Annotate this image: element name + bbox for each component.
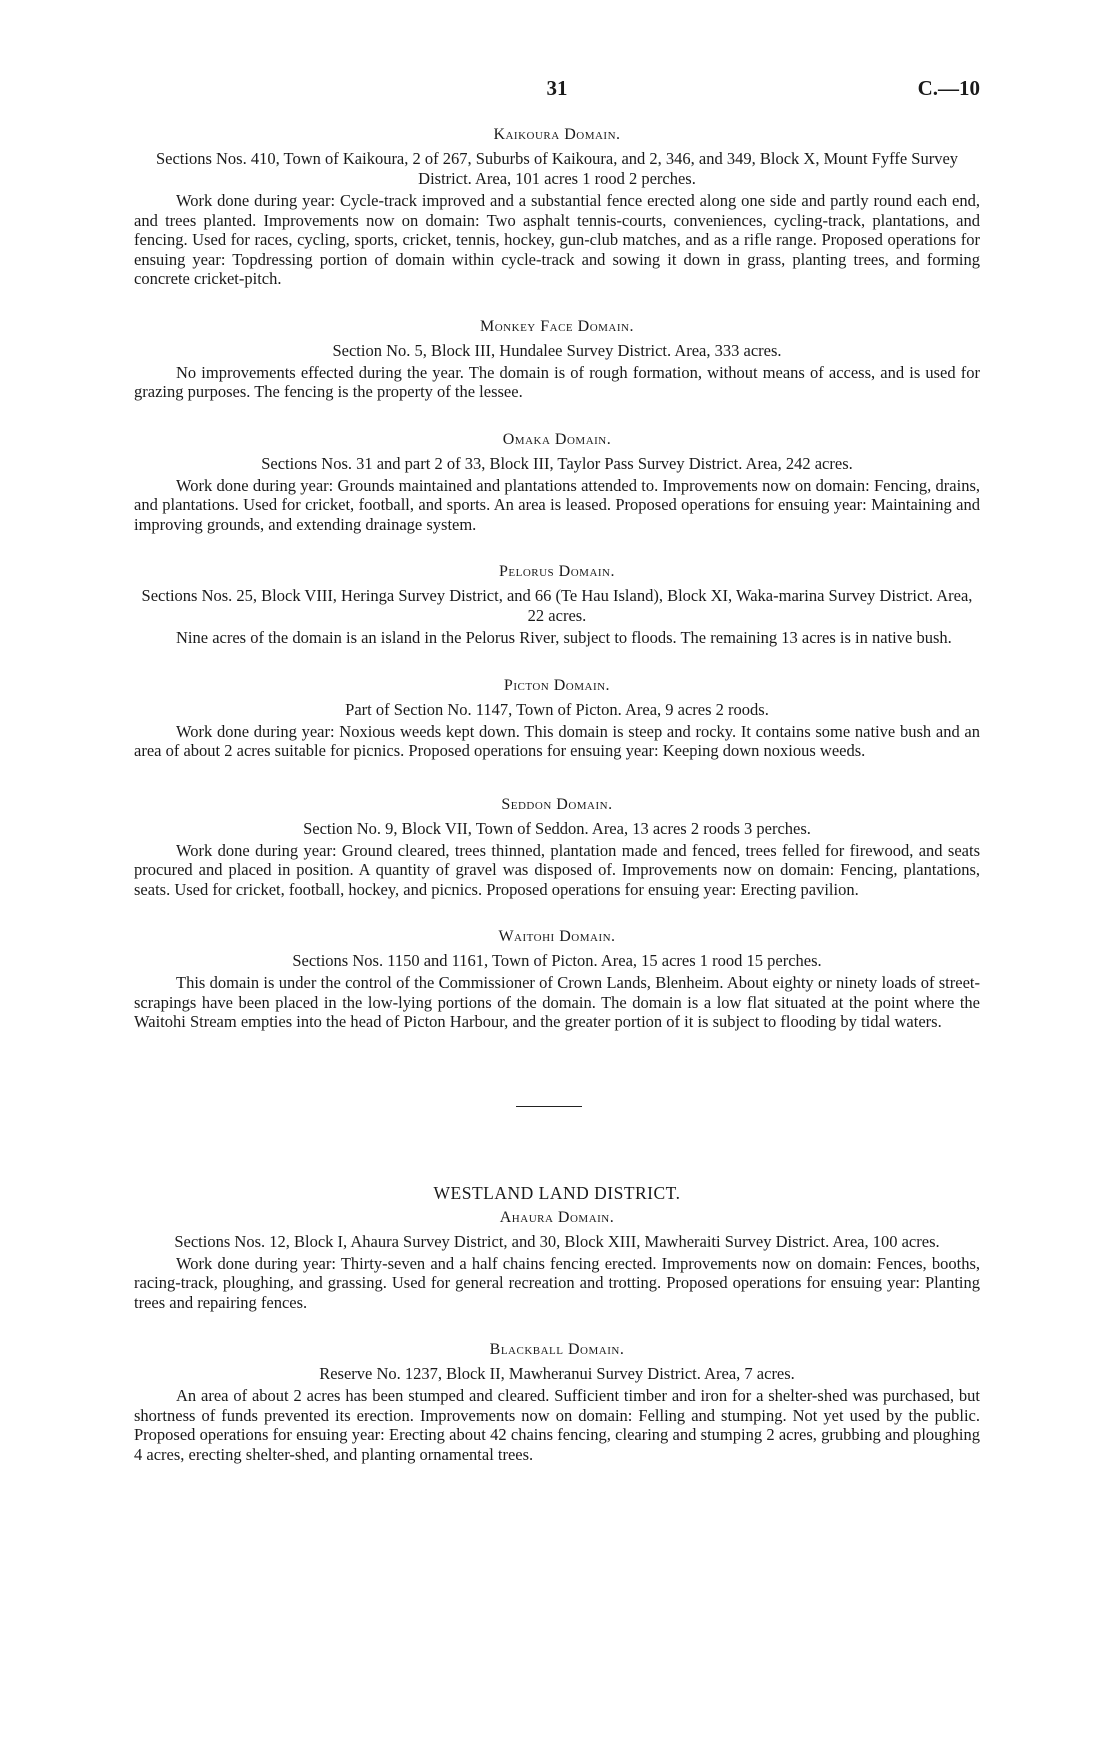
domain-heading: Omaka Domain. [502, 430, 612, 448]
domain-description: An area of about 2 acres has been stumped and cleared. Sufficient timber and iron for a shelter-shed was purchased, but shortness of funds prevented its erection. Improvements now on domain: Felling and stumping. Not yet used by the public. Proposed operations for ensuing year: Erecting about 42 chains fencing, clearing and stumping 2 acres, grubbing and ploughing 4 acres, erecting shelter-shed, and planting ornamental trees. [134, 1386, 980, 1464]
document-reference: C.—10 [917, 76, 980, 100]
section-divider [134, 1032, 980, 1182]
domain-sections-line: Sections Nos. 12, Block I, Ahaura Survey District, and 30, Block XIII, Mawheraiti Survey District. Area, 100 acres. [174, 1231, 940, 1251]
domain-sections-line: Sections Nos. 1150 and 1161, Town of Picton. Area, 15 acres 1 rood 15 perches. [292, 951, 822, 970]
domain-sections-line: Sections Nos. 31 and part 2 of 33, Block III, Taylor Pass Survey District. Area, 242 acres. [261, 453, 853, 473]
domain-entry-pelorus [134, 562, 980, 648]
domain-description: Work done during year: Cycle-track improved and a substantial fence erected along one side and partly round each end, and trees planted. Improvements now on domain: Two asphalt tennis-courts, conveniences, cycling-track, plantations, and fencing. Used for races, cycling, sports, cricket, tennis, hockey, gun-club matches, and as a rifle range. Proposed operations for ensuing year: Topdressing portion of domain within cycle-track and sowing it down in grass, planting trees, and forming concrete cricket-pitch. [134, 191, 980, 288]
domain-entry-kaikoura [134, 125, 980, 289]
domain-entry-waitohi [134, 927, 980, 1032]
domain-sections-line: Section No. 9, Block VII, Town of Seddon. Area, 13 acres 2 roods 3 perches. [303, 818, 811, 838]
domain-heading: Ahaura Domain. [499, 1208, 615, 1226]
domain-entry-omaka [134, 430, 980, 535]
domain-entry-picton [134, 676, 980, 761]
domain-sections-line: Part of Section No. 1147, Town of Picton. Area, 9 acres 2 roods. [345, 699, 769, 719]
domain-entry-blackball [134, 1340, 980, 1464]
page-header [134, 76, 980, 106]
domain-entry-seddon [134, 795, 980, 900]
domain-description: Work done during year: Ground cleared, trees thinned, plantation made and fenced, trees felled for firewood, and seats procured and placed in position. A quantity of gravel was disposed of. Improvements now on domain: Fencing, plantations, seats. Used for cricket, football, hockey, and picnics. Proposed operations for ensuing year: Erecting pavilion. [134, 840, 980, 899]
domain-sections-line: Section No. 5, Block III, Hundalee Survey District. Area, 333 acres. [332, 340, 782, 360]
domain-description: Work done during year: Thirty-seven and a half chains fencing erected. Improvements now on domain: Fences, booths, racing-track, ploughing, and grassing. Used for general recreation and trotting. Proposed operations for ensuing year: Planting trees and repairing fences. [134, 1253, 980, 1312]
land-district-heading: WESTLAND LAND DISTRICT. [433, 1182, 681, 1203]
domain-description: No improvements effected during the year. The domain is of rough formation, without means of access, and is used for grazing purposes. The fencing is the property of the lessee. [134, 362, 980, 401]
domain-sections-line: Sections Nos. 410, Town of Kaikoura, 2 of 267, Suburbs of Kaikoura, and 2, 346, and 349, Block X, Mount Fyffe Survey District. Area, 101 acres 1 rood 2 perches. [155, 149, 959, 188]
domain-heading: Kaikoura Domain. [493, 126, 621, 143]
domain-heading: Monkey Face Domain. [480, 317, 634, 335]
domain-heading: Pelorus Domain. [498, 563, 615, 580]
domain-description: Work done during year: Grounds maintained and plantations attended to. Improvements now on domain: Fencing, drains, and plantations. Used for cricket, football, and sports. An area is leased. Proposed operations for ensuing year: Maintaining and improving grounds, and extending drainage system. [134, 475, 980, 534]
document-page [134, 0, 980, 1760]
domain-description: Nine acres of the domain is an island in the Pelorus River, subject to floods. The remaining 13 acres is in native bush. [176, 628, 952, 647]
domain-entry-ahaura [134, 1208, 980, 1313]
domain-heading: Blackball Domain. [489, 1341, 625, 1358]
domain-sections-line: Reserve No. 1237, Block II, Mawheranui Survey District. Area, 7 acres. [319, 1364, 795, 1383]
domain-description: Work done during year: Noxious weeds kept down. This domain is steep and rocky. It contains some native bush and an area of about 2 acres suitable for picnics. Proposed operations for ensuing year: Keeping down noxious weeds. [134, 721, 980, 760]
page-number: 31 [546, 76, 568, 100]
domain-description: This domain is under the control of the Commissioner of Crown Lands, Blenheim. About eighty or ninety loads of street-scrapings have been placed in the low-lying portions of the domain. The domain is a low flat situated at the point where the Waitohi Stream empties into the head of Picton Harbour, and the greater portion of it is subject to flooding by tidal waters. [134, 973, 980, 1031]
domain-heading: Seddon Domain. [501, 795, 613, 813]
page-content [134, 125, 980, 1464]
domain-entry-monkey-face [134, 317, 980, 402]
domain-heading: Waitohi Domain. [498, 928, 616, 945]
domain-sections-line: Sections Nos. 25, Block VIII, Heringa Survey District, and 66 (Te Hau Island), Block XI, Waka-marina Survey District. Area, 22 acres. [141, 586, 973, 625]
horizontal-rule [516, 1106, 582, 1107]
domain-heading: Picton Domain. [503, 676, 611, 694]
